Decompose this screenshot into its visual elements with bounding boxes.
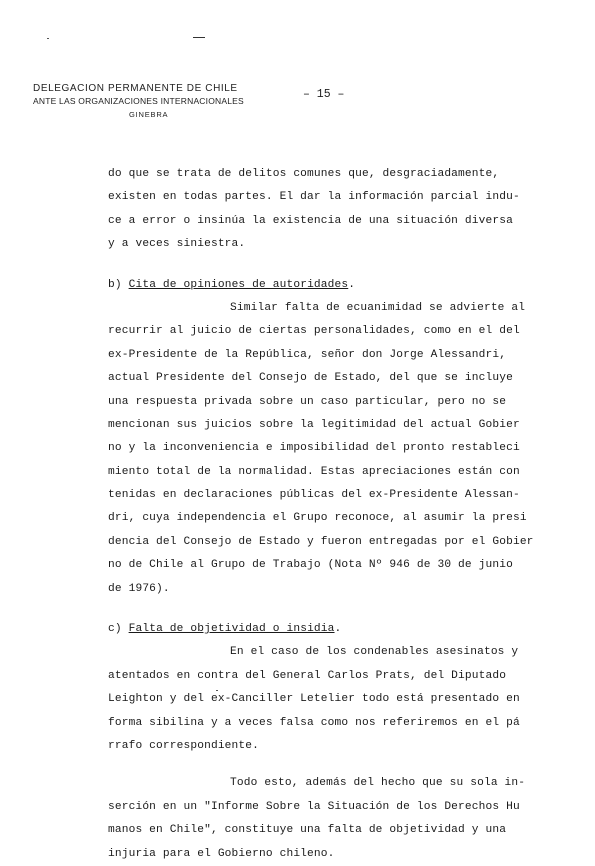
text-line: recurrir al juicio de ciertas personalidades, como en el del bbox=[108, 325, 520, 338]
text-line: mencionan sus juicios sobre la legitimidad del actual Gobier bbox=[108, 418, 520, 431]
section-b-heading bbox=[108, 274, 548, 297]
document-body bbox=[108, 163, 548, 866]
letterhead-line2: ANTE LAS ORGANIZACIONES INTERNACIONALES bbox=[33, 96, 244, 106]
text-line: dencia del Consejo de Estado y fueron entregadas por el Gobier bbox=[108, 535, 534, 548]
text-line: actual Presidente del Consejo de Estado, del que se incluye bbox=[108, 372, 513, 385]
text-line: En el caso de los condenables asesinatos y bbox=[230, 646, 519, 659]
section-b-title: Cita de opiniones de autoridades bbox=[128, 278, 349, 291]
scan-mark bbox=[193, 37, 205, 38]
text-line: de 1976). bbox=[108, 582, 170, 595]
text-line: injuria para el Gobierno chileno. bbox=[108, 847, 335, 860]
text-line: existen en todas partes. El dar la información parcial indu- bbox=[108, 191, 520, 204]
section-c-marker: c) bbox=[108, 623, 122, 636]
letterhead-line1: DELEGACION PERMANENTE DE CHILE bbox=[33, 83, 238, 94]
section-c bbox=[108, 618, 548, 758]
text-line: rrafo correspondiente. bbox=[108, 739, 259, 752]
text-line: Similar falta de ecuanimidad se advierte al bbox=[230, 301, 526, 314]
letterhead bbox=[33, 82, 283, 121]
text-line: do que se trata de delitos comunes que, desgraciadamente, bbox=[108, 168, 500, 180]
text-line: tenidas en declaraciones públicas del ex-Presidente Alessan- bbox=[108, 489, 520, 502]
section-c-title-end: . bbox=[334, 623, 342, 636]
text-line: no y la inconveniencia e imposibilidad del pronto restableci bbox=[108, 442, 520, 455]
text-line: miento total de la normalidad. Estas apreciaciones están con bbox=[108, 465, 520, 478]
scan-mark bbox=[47, 38, 49, 39]
text-line: ce a error o insinúa la existencia de una situación diversa bbox=[108, 214, 513, 227]
text-line: y a veces siniestra. bbox=[108, 238, 246, 251]
text-line: forma sibilina y a veces falsa como nos referiremos en el pá bbox=[108, 716, 520, 729]
text-line: no de Chile al Grupo de Trabajo (Nota Nº 946 de 30 de junio bbox=[108, 559, 513, 572]
section-b-marker: b) bbox=[108, 278, 122, 291]
section-c-heading bbox=[108, 618, 548, 641]
section-b bbox=[108, 274, 548, 601]
paragraph-final bbox=[108, 772, 548, 866]
text-line: ex-Presidente de la República, señor don Jorge Alessandri, bbox=[108, 348, 507, 361]
text-line: serción en un "Informe Sobre la Situación de los Derechos Hu bbox=[108, 800, 520, 813]
text-line: atentados en contra del General Carlos Prats, del Diputado bbox=[108, 669, 507, 682]
text-line: dri, cuya independencia el Grupo reconoce, al asumir la presi bbox=[108, 512, 527, 525]
text-line: una respuesta privada sobre un caso particular, pero no se bbox=[108, 395, 507, 408]
section-c-title: Falta de objetividad o insidia bbox=[128, 623, 335, 636]
text-line: manos en Chile", constituye una falta de objetividad y una bbox=[108, 824, 507, 837]
page-number: – 15 – bbox=[303, 88, 345, 101]
letterhead-line3: GINEBRA bbox=[129, 110, 169, 119]
text-line: Todo esto, además del hecho que su sola in- bbox=[230, 777, 526, 790]
paragraph-continuation bbox=[108, 163, 548, 257]
text-line: Leighton y del ex-Canciller Letelier todo está presentado en bbox=[108, 693, 520, 706]
section-b-title-end: . bbox=[348, 278, 356, 291]
